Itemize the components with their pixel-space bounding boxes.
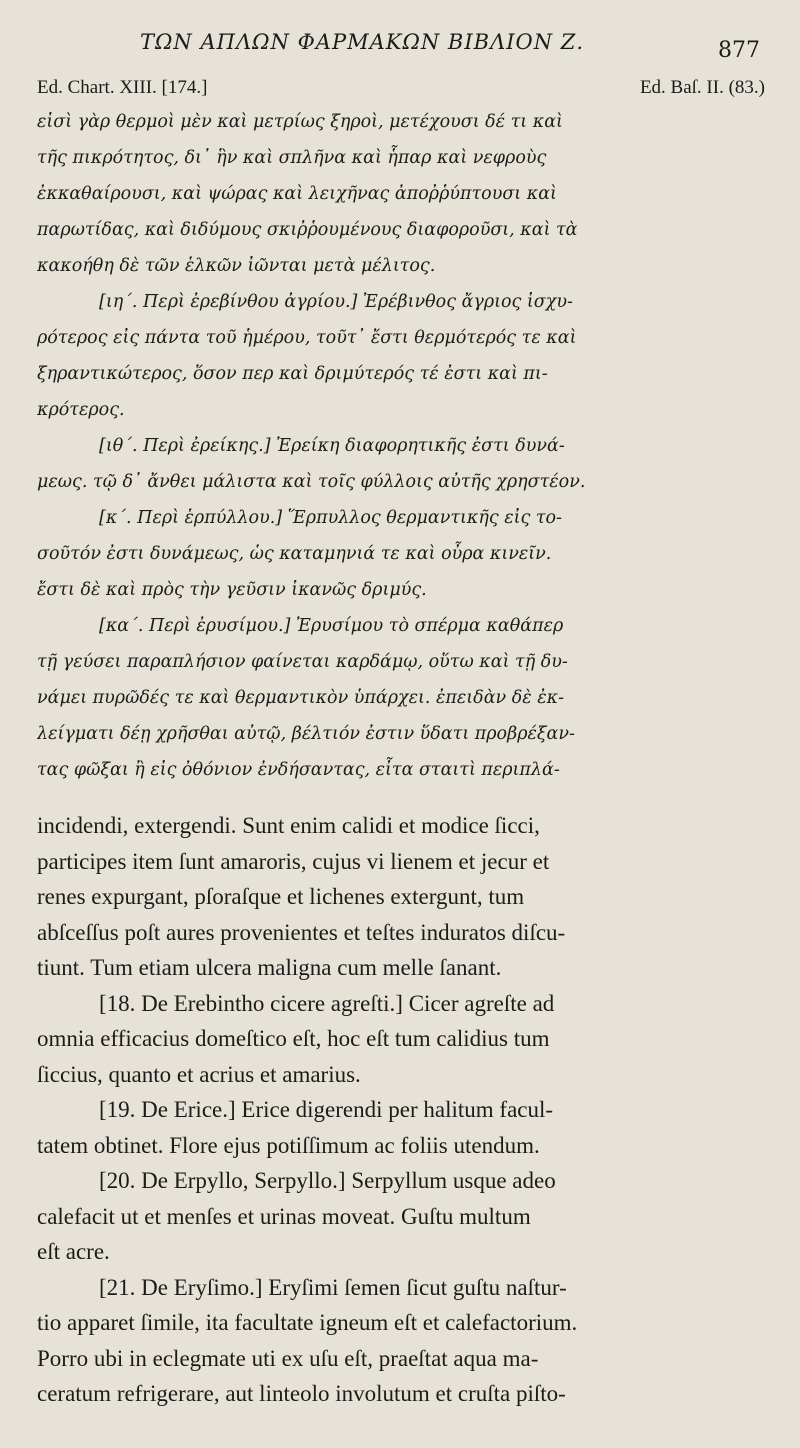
- latin-line: eſt acre.: [37, 1239, 110, 1264]
- greek-line: μεως. τῷ δ᾿ ἄνθει μάλιστα καὶ τοῖς φύλλοις αὐτῆς χρηστέον.: [37, 472, 586, 492]
- greek-line: ξηραντικώτερος, ὅσον περ καὶ δριμύτερός τέ ἐστι καὶ πι-: [37, 364, 548, 384]
- greek-text-block: [37, 104, 765, 788]
- latin-line: abſceſſus poſt aures provenientes et teſtes induratos diſcu-: [37, 919, 566, 945]
- greek-line: τῆς πικρότητος, δι᾿ ἣν καὶ σπλῆνα καὶ ἧπαρ καὶ νεφροὺς: [37, 148, 547, 168]
- page-number: 877: [718, 38, 760, 63]
- latin-line: tiunt. Tum etiam ulcera maligna cum melle ſanant.: [37, 955, 502, 980]
- greek-line: κακοήθη δὲ τῶν ἑλκῶν ἰῶνται μετὰ μέλιτος.: [37, 256, 436, 276]
- greek-line: τῇ γεύσει παραπλήσιον φαίνεται καρδάμῳ, οὕτω καὶ τῇ δυ-: [37, 652, 568, 672]
- greek-section-heading-line: [ιθ΄. Περὶ ἐρείκης.] Ἐρείκη διαφορητικῆς ἐστι δυνά-: [99, 436, 565, 456]
- greek-line: ρότερος εἰς πάντα τοῦ ἡμέρου, τοῦτ᾿ ἔστι θερμότερός τε καὶ: [37, 328, 577, 348]
- greek-section-heading-line: [κα΄. Περὶ ἐρυσίμου.] Ἐρυσίμου τὸ σπέρμα καθάπερ: [99, 616, 564, 636]
- latin-line: ceratum refrigerare, aut linteolo involutum et cruſta piſto-: [37, 1381, 566, 1406]
- latin-section-heading-line: [19. De Erice.] Erice digerendi per halitum facul-: [99, 1097, 554, 1122]
- latin-line: renes expurgant, pſoraſque et lichenes extergunt, tum: [37, 884, 525, 909]
- edition-basel-reference: Ed. Baſ. II. (83.): [639, 77, 765, 98]
- latin-line: tatem obtinet. Flore ejus potiſſimum ac foliis utendum.: [37, 1132, 540, 1158]
- greek-line: εἰσὶ γὰρ θερμοὶ μὲν καὶ μετρίως ξηροὶ, μετέχουσι δέ τι καὶ: [37, 112, 563, 132]
- edition-chart-reference: Ed. Chart. XIII. [174.]: [37, 77, 208, 98]
- latin-section-heading-line: [21. De Eryſimo.] Eryſimi ſemen ſicut guſtu naſtur-: [99, 1274, 567, 1300]
- latin-line: participes item ſunt amaroris, cujus vi lienem et jecur et: [37, 848, 550, 874]
- greek-section-heading-line: [ιη΄. Περὶ ἐρεβίνθου ἀγρίου.] Ἐρέβινθος ἄγριος ἰσχυ-: [99, 292, 573, 312]
- greek-line: λείγματι δέῃ χρῆσθαι αὐτῷ, βέλτιόν ἐστιν ὕδατι προβρέξαν-: [37, 724, 575, 744]
- greek-line: παρωτίδας, καὶ διδύμους σκιῤῥουμένους διαφοροῦσι, καὶ τὰ: [37, 220, 578, 240]
- greek-line: κρότερος.: [37, 400, 125, 420]
- greek-line: τας φῶξαι ἢ εἰς ὀθόνιον ἐνδήσαντας, εἶτα σταιτὶ περιπλά-: [37, 760, 560, 780]
- greek-line: σοῦτόν ἐστι δυνάμεως, ὡς καταμηνιά τε καὶ οὖρα κινεῖν.: [37, 544, 552, 564]
- latin-line: tio apparet ſimile, ita facultate igneum eſt et calefactorium.: [37, 1310, 578, 1335]
- latin-section-heading-line: [20. De Erpyllo, Serpyllo.] Serpyllum usque adeo: [99, 1168, 556, 1193]
- latin-line: Porro ubi in eclegmate uti ex uſu eſt, praeſtat aqua ma-: [37, 1345, 539, 1371]
- latin-line: ſiccius, quanto et acrius et amarius.: [37, 1061, 361, 1087]
- greek-section-heading-line: [κ΄. Περὶ ἑρπύλλου.] Ἕρπυλλος θερμαντικῆς εἰς το-: [99, 508, 562, 528]
- latin-line: calefacit ut et menſes et urinas moveat. Guſtu multum: [37, 1203, 531, 1229]
- running-title: ΤΩΝ ΑΠΛΩΝ ΦΑΡΜΑΚΩΝ ΒΙΒΛΙΟΝ Ζ.: [140, 30, 585, 54]
- edition-reference-line: [37, 77, 765, 103]
- latin-line: omnia efficacius domeſtico eſt, hoc eſt tum calidius tum: [37, 1026, 550, 1051]
- greek-line: ἐκκαθαίρουσι, καὶ ψώρας καὶ λειχῆνας ἀποῤῥύπτουσι καὶ: [37, 184, 557, 204]
- running-head: [0, 30, 800, 64]
- latin-line: incidendi, extergendi. Sunt enim calidi et modice ſicci,: [37, 813, 540, 838]
- latin-text-block: [37, 808, 765, 1412]
- latin-section-heading-line: [18. De Erebintho cicere agreſti.] Cicer agreſte ad: [99, 990, 555, 1016]
- greek-line: νάμει πυρῶδές τε καὶ θερμαντικὸν ὑπάρχει. ἐπειδὰν δὲ ἐκ-: [37, 688, 564, 708]
- greek-line: ἔστι δὲ καὶ πρὸς τὴν γεῦσιν ἱκανῶς δριμύς.: [37, 580, 427, 600]
